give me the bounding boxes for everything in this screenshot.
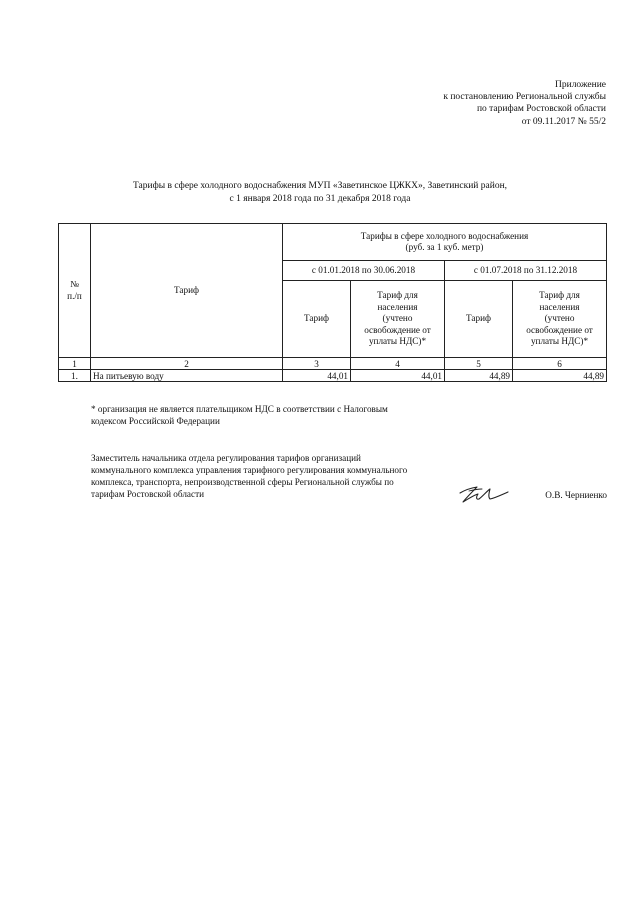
header-population-line: (учтено bbox=[544, 313, 575, 324]
header-number-symbol: № bbox=[70, 279, 79, 289]
header-population-line: освобождение от bbox=[526, 324, 593, 335]
row-value-tariff-h2: 44,89 bbox=[445, 370, 513, 382]
table-row bbox=[59, 370, 607, 382]
position-line: коммунального комплекса управления тарифного регулирования коммунального bbox=[91, 465, 408, 475]
column-number: 2 bbox=[91, 358, 283, 370]
footnote-line: кодексом Российской Федерации bbox=[91, 416, 220, 426]
header-population-line: уплаты НДС)* bbox=[368, 336, 427, 347]
tariff-table bbox=[58, 223, 607, 382]
position-line: комплекса, транспорта, непроизводственной сферы Региональной службы по bbox=[91, 477, 394, 487]
appendix-line: от 09.11.2017 № 55/2 bbox=[521, 116, 606, 127]
header-population-cell bbox=[351, 281, 445, 358]
footnote-line: * организация не является плательщиком НДС в соответствии с Налоговым bbox=[91, 404, 388, 414]
header-tariff-cell: Тариф bbox=[445, 281, 513, 358]
handwritten-signature bbox=[456, 481, 512, 507]
header-tariff-cell: Тариф bbox=[283, 281, 351, 358]
header-population-line: населения bbox=[377, 301, 418, 312]
header-group-unit: (руб. за 1 куб. метр) bbox=[405, 242, 484, 252]
row-value-population-h1: 44,01 bbox=[351, 370, 445, 382]
position-line: Заместитель начальника отдела регулирования тарифов организаций bbox=[91, 453, 361, 463]
vat-footnote bbox=[91, 403, 451, 427]
header-population-line: освобождение от bbox=[364, 324, 431, 335]
row-value-population-h2: 44,89 bbox=[513, 370, 607, 382]
header-period-1: с 01.01.2018 по 30.06.2018 bbox=[283, 261, 445, 281]
signer-name: О.В. Черниенко bbox=[545, 490, 607, 500]
row-value-tariff-h1: 44,01 bbox=[283, 370, 351, 382]
row-tariff-name: На питьевую воду bbox=[91, 370, 283, 382]
column-number: 1 bbox=[59, 358, 91, 370]
appendix-line: Приложение bbox=[555, 80, 606, 90]
column-number: 6 bbox=[513, 358, 607, 370]
header-population-line: уплаты НДС)* bbox=[530, 336, 589, 347]
header-period-2: с 01.07.2018 по 31.12.2018 bbox=[445, 261, 607, 281]
header-population-line: Тариф для bbox=[377, 290, 418, 301]
title-line: с 1 января 2018 года по 31 декабря 2018 года bbox=[229, 193, 411, 204]
header-population-cell bbox=[513, 281, 607, 358]
header-number-cell bbox=[59, 224, 91, 358]
signatory-position bbox=[91, 452, 451, 500]
document-title bbox=[0, 180, 640, 205]
position-line: тарифам Ростовской области bbox=[91, 489, 205, 499]
header-population-line: Тариф для bbox=[539, 290, 580, 301]
header-population-line: населения bbox=[539, 301, 580, 312]
column-number: 4 bbox=[351, 358, 445, 370]
header-population-line: (учтено bbox=[382, 313, 413, 324]
table-header-row bbox=[59, 224, 607, 261]
column-number-row bbox=[59, 358, 607, 370]
row-number: 1. bbox=[59, 370, 91, 382]
header-number-abbr: п./п bbox=[67, 290, 82, 301]
appendix-line: к постановлению Региональной службы bbox=[443, 92, 606, 103]
header-group-cell bbox=[283, 224, 607, 261]
header-group-title: Тарифы в сфере холодного водоснабжения bbox=[360, 230, 529, 241]
header-tariff-name-cell: Тариф bbox=[91, 224, 283, 358]
appendix-line: по тарифам Ростовской области bbox=[476, 104, 606, 115]
title-line: Тарифы в сфере холодного водоснабжения МУП «Заветинское ЦЖКХ», Заветинский район, bbox=[132, 181, 508, 191]
column-number: 5 bbox=[445, 358, 513, 370]
column-number: 3 bbox=[283, 358, 351, 370]
appendix-header bbox=[443, 79, 606, 128]
